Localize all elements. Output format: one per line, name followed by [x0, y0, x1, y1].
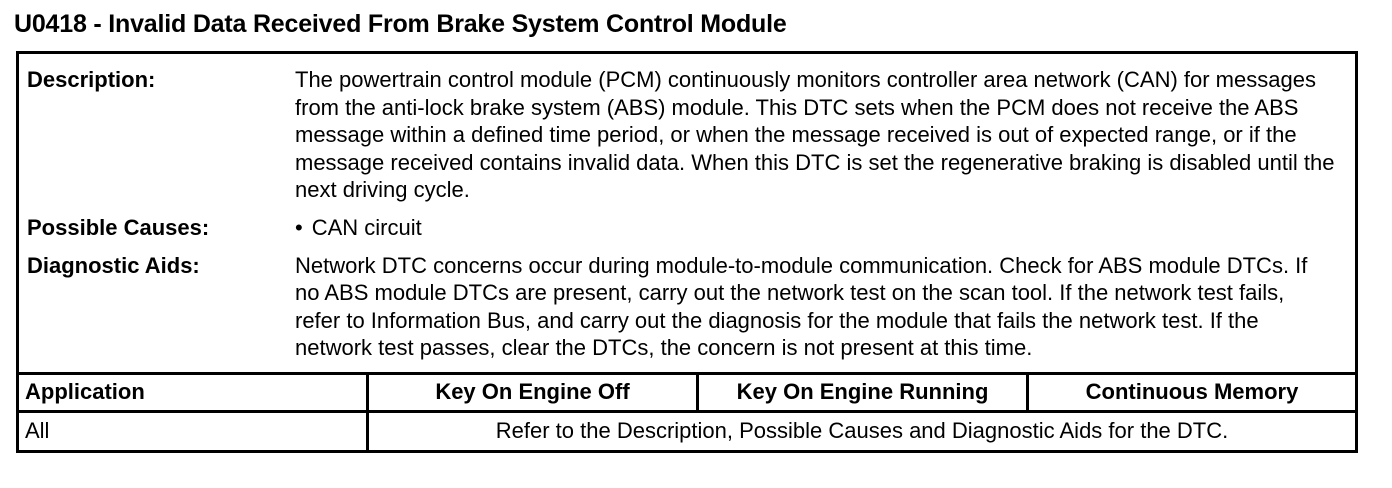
possible-causes-label: Possible Causes: [27, 214, 210, 240]
description-label: Description: [27, 67, 156, 92]
page-title: U0418 - Invalid Data Received From Brake System Control Module [14, 10, 787, 38]
description-text: The powertrain control module (PCM) continuously monitors controller area network (CAN) for messages from the anti-lock brake system (ABS) module. This DTC sets when the PCM does not receive the ABS message within a defined time period, or when the message received is out of expected range, or if the message received contains invalid data. When this DTC is set the regenerative braking is disabled until the next driving cycle. [295, 67, 1335, 203]
diagnostic-aids-label: Diagnostic Aids: [27, 252, 200, 278]
diagnostic-aids-row [27, 252, 1355, 362]
possible-causes-list [295, 214, 1335, 242]
grid-header-row [19, 375, 1355, 410]
diagnostic-aids-text: Network DTC concerns occur during module-to-module communication. Check for ABS module DTCs. If no ABS module DTCs are present, carry out the network test on the scan tool. If the network test fails, refer to Information Bus, and carry out the diagnosis for the module that fails the network test. If the network test passes, clear the DTCs, the concern is not present at this time. [295, 252, 1308, 361]
merged-reference-cell: Refer to the Description, Possible Causes and Diagnostic Aids for the DTC. [495, 418, 1229, 444]
table-row [19, 410, 1355, 450]
header-application: Application [19, 375, 369, 410]
header-key-on-engine-running: Key On Engine Running [699, 375, 1029, 410]
possible-cause-item: • CAN circuit [295, 214, 1335, 242]
dtc-details [19, 54, 1355, 362]
application-grid [19, 372, 1355, 450]
application-cell: All [19, 413, 369, 450]
header-continuous-memory: Continuous Memory [1085, 379, 1299, 405]
description-row [27, 66, 1355, 204]
possible-causes-row [27, 214, 1355, 242]
header-key-on-engine-off: Key On Engine Off [369, 375, 699, 410]
dtc-info-table [16, 51, 1358, 453]
